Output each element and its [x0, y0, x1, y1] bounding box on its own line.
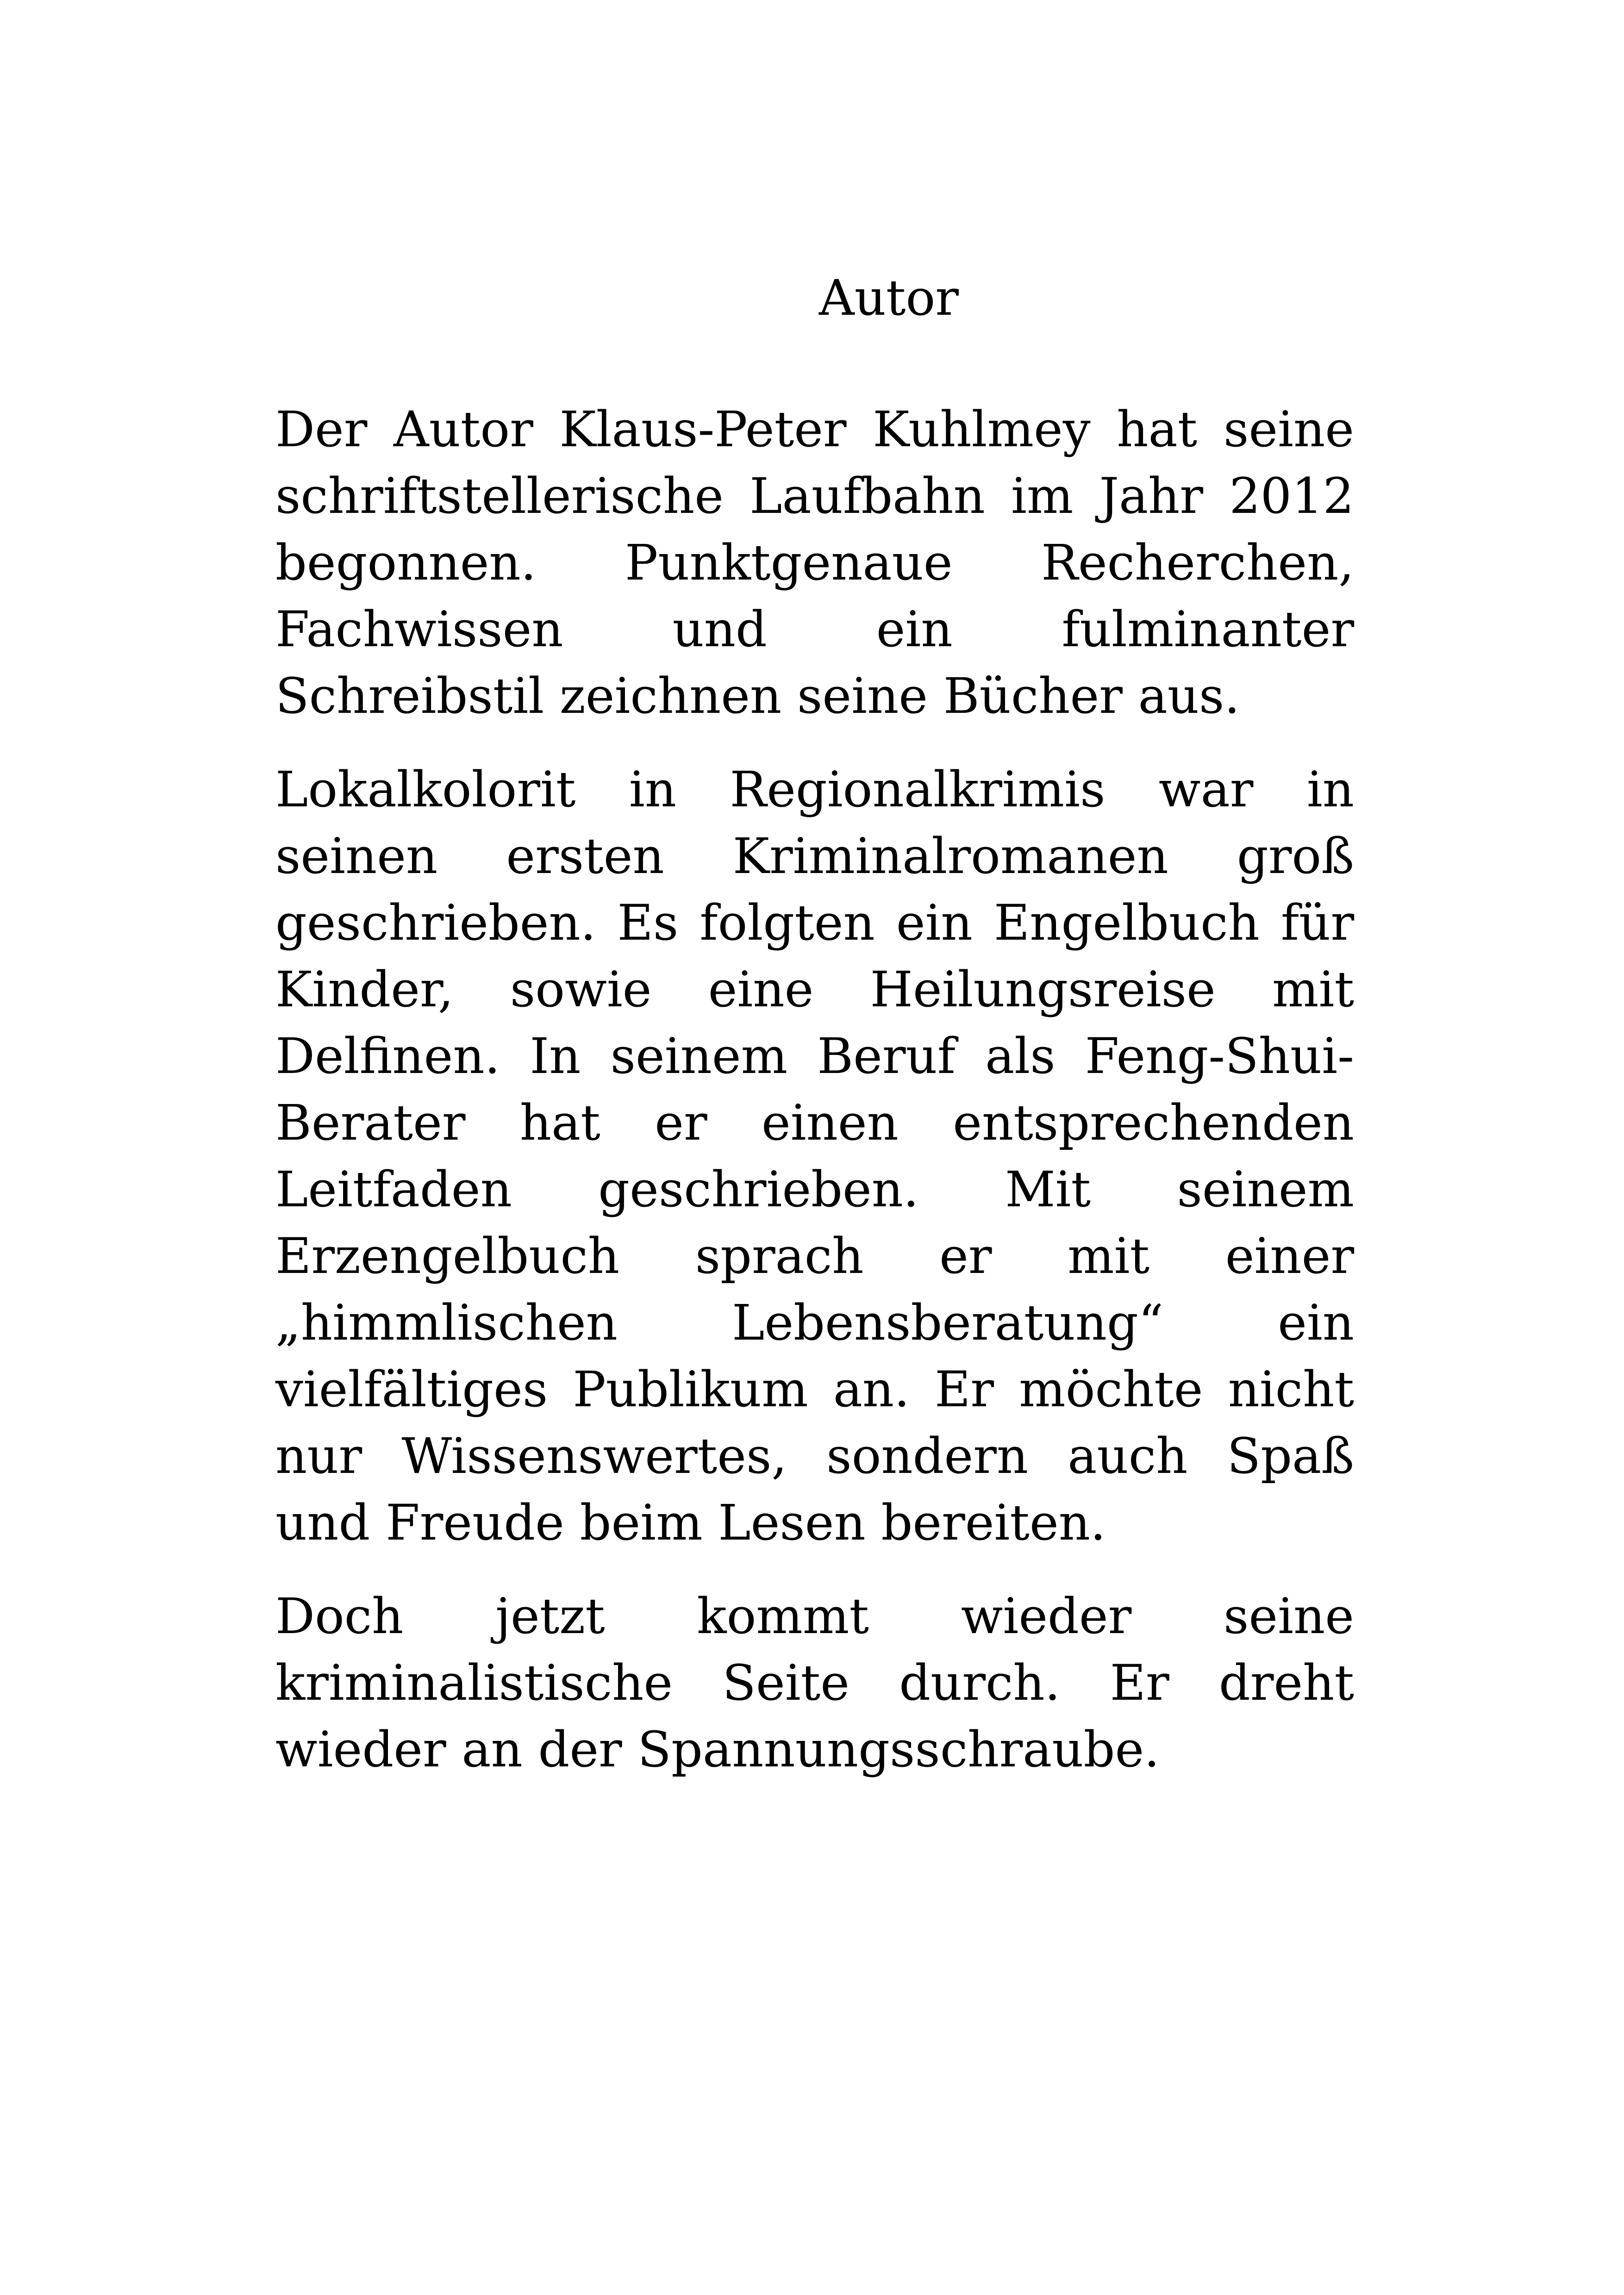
- paragraph-career: Der Autor Klaus-Peter Kuhlmey hat seine schriftstellerische Laufbahn im Jahr 2012 begonnen. Punktgenaue Recherchen, Fachwissen und ein fulminanter Schreibstil zeichnen seine Bücher aus.: [275, 401, 1354, 724]
- author-biography: [275, 396, 1354, 1810]
- page-title: Autor: [819, 269, 959, 326]
- paragraph-works: Lokalkolorit in Regionalkrimis war in seinen ersten Kriminalromanen groß geschrieben. Es folgten ein Engelbuch für Kinder, sowie eine Heilungsreise mit Delfinen. In seinem Beruf als Feng-Shui-Berater hat er einen entsprechenden Leitfaden geschrieben. Mit seinem Erzengelbuch sprach er mit einer „himmlischen Lebensberatung“ ein vielfältiges Publikum an. Er möchte nicht nur Wissenswertes, sondern auch Spaß und Freude beim Lesen bereiten.: [275, 761, 1354, 1551]
- paragraph-outlook: Doch jetzt kommt wieder seine kriminalistische Seite durch. Er dreht wieder an der Spannungsschraube.: [275, 1588, 1354, 1778]
